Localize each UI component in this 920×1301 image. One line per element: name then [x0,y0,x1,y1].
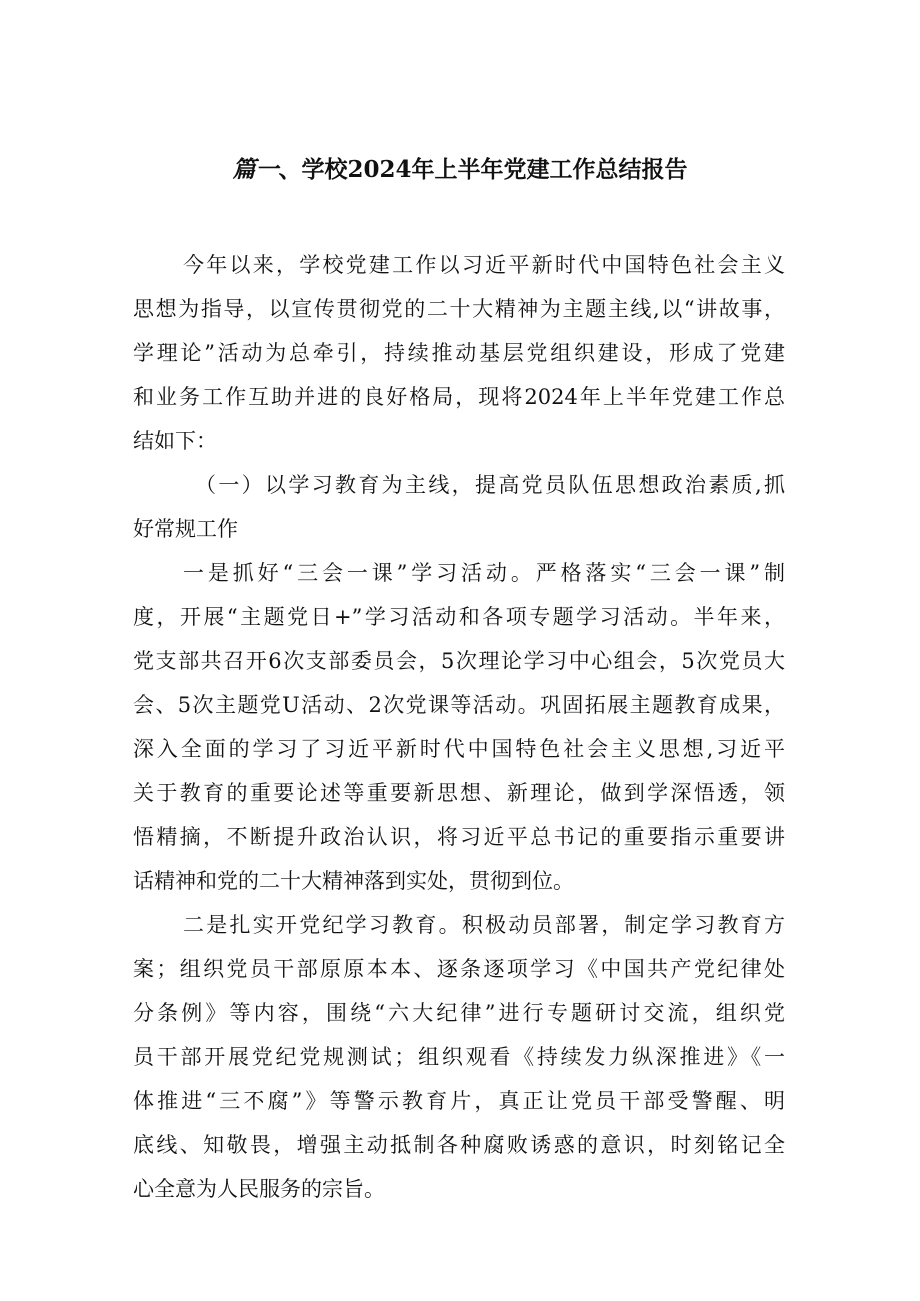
text-line: 度，开展“主题党日+”学习活动和各项专题学习活动。半年来， [133,605,785,629]
text-line: 会、5次主题党U活动、2次党课等活动。巩固拓展主题教育成果， [133,693,785,717]
text-line: 分条例》等内容，围绕“六大纪律”进行专题研讨交流，组织党 [133,1001,785,1025]
text-line: 一是抓好“三会一课”学习活动。严格落实“三会一课”制 [183,561,785,585]
text-line: 学理论”活动为总牵引，持续推动基层党组织建设，形成了党建 [133,341,785,365]
item-paragraph-1 [133,551,785,903]
text-line: 心全意为人民服务的宗旨。 [133,1177,385,1201]
text-line: 结如下： [133,429,217,453]
text-line: 深入全面的学习了习近平新时代中国特色社会主义思想,习近平 [133,737,785,761]
text-line: 底线、知敬畏，增强主动抵制各种腐败诱惑的意识，时刻铭记全 [133,1133,785,1157]
text-line: 体推进“三不腐”》等警示教育片，真正让党员干部受警醒、明 [133,1089,785,1113]
text-line: 党支部共召开6次支部委员会，5次理论学习中心组会，5次党员大 [133,649,785,673]
text-line: 话精神和党的二十大精神落到实处，贯彻到位。 [133,869,574,893]
text-line: 思想为指导，以宣传贯彻党的二十大精神为主题主线,以“讲故事， [133,297,785,321]
document-title-text: 、学校2024年上半年党建工作总结报告 [278,156,688,183]
section-heading [133,463,785,551]
document-title [0,148,920,192]
heading-line: （一）以学习教育为主线，提高党员队伍思想政治素质,抓 [195,473,785,497]
item-paragraph-2 [133,903,785,1211]
text-line: 关于教育的重要论述等重要新思想、新理论，做到学深悟透，领 [133,781,785,805]
text-line: 二是扎实开党纪学习教育。积极动员部署，制定学习教育方 [183,913,785,937]
document-body [133,243,785,1211]
text-line: 和业务工作互助并进的良好格局，现将2024年上半年党建工作总 [133,385,785,409]
text-line: 悟精摘，不断提升政治认识，将习近平总书记的重要指示重要讲 [133,825,785,849]
intro-paragraph [133,243,785,463]
text-line: 今年以来，学校党建工作以习近平新时代中国特色社会主义 [183,253,785,277]
heading-line: 好常规工作 [133,517,238,541]
text-line: 案；组织党员干部原原本本、逐条逐项学习《中国共产党纪律处 [133,957,785,981]
document-title-prefix: 篇一 [232,156,279,183]
text-line: 员干部开展党纪党规测试；组织观看《持续发力纵深推进》《一 [133,1045,785,1069]
